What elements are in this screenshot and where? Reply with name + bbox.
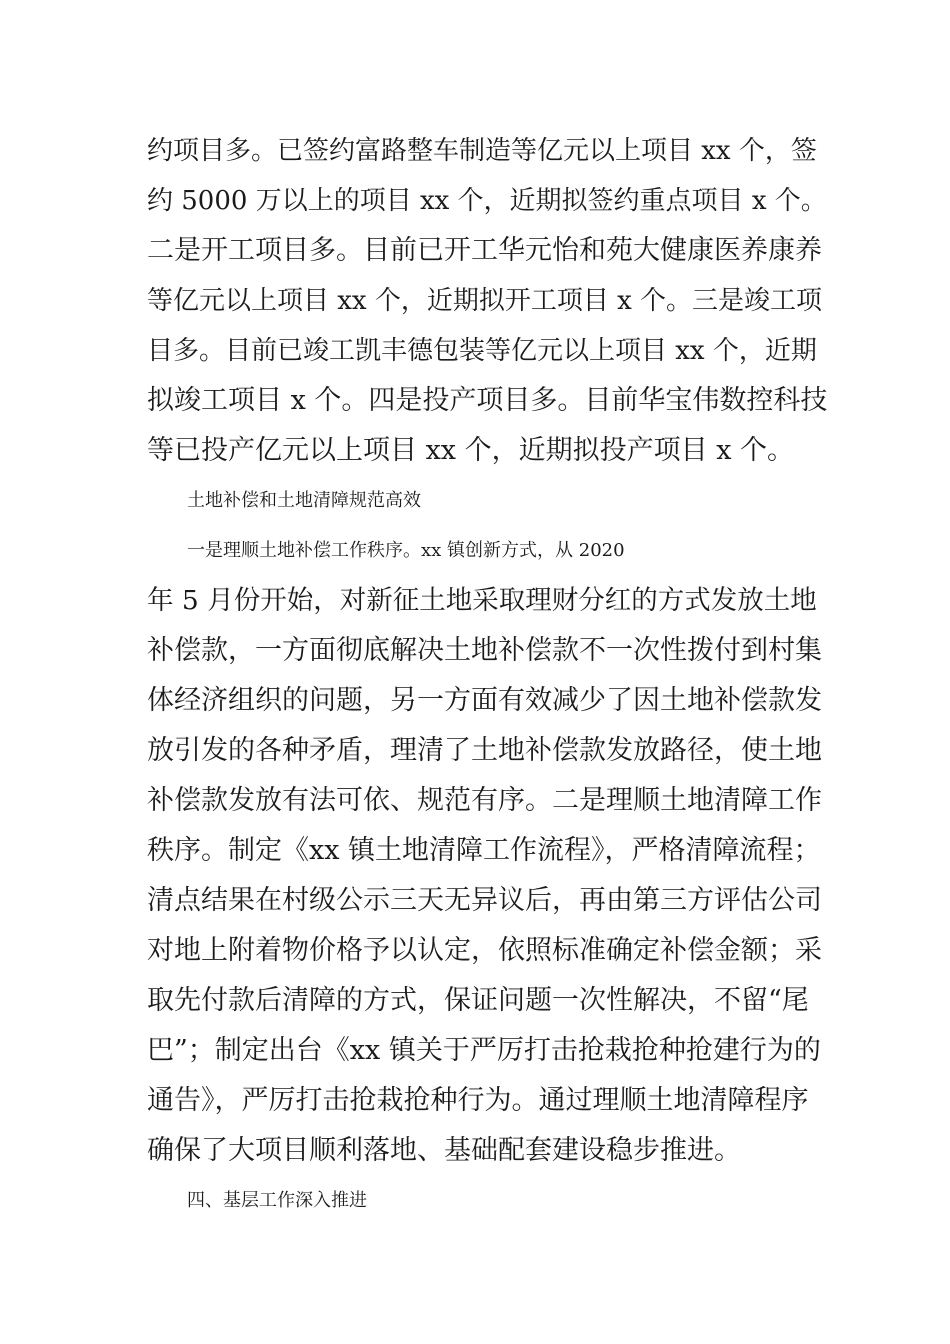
paragraph-line: 一是理顺土地补偿工作秩序。xx 镇创新方式，从 2020 bbox=[187, 540, 625, 561]
paragraph-line: 拟竣工项目 x 个。四是投产项目多。目前华宝伟数控科技 bbox=[147, 385, 828, 416]
section-heading: 四、基层工作深入推进 bbox=[187, 1190, 367, 1211]
paragraph-line: 巴”；制定出台《xx 镇关于严厉打击抢栽抢种抢建行为的 bbox=[147, 1035, 821, 1066]
paragraph-line: 对地上附着物价格予以认定，依照标准确定补偿金额；采 bbox=[147, 935, 822, 966]
paragraph-line: 约项目多。已签约富路整车制造等亿元以上项目 xx 个，签 bbox=[147, 136, 817, 166]
paragraph-line: 等已投产亿元以上项目 xx 个，近期拟投产项目 x 个。 bbox=[147, 435, 795, 466]
paragraph-line: 确保了大项目顺利落地、基础配套建设稳步推进。 bbox=[147, 1135, 741, 1166]
paragraph-line: 补偿款，一方面彻底解决土地补偿款不一次性拨付到村集 bbox=[147, 635, 822, 666]
section-heading: 土地补偿和土地清障规范高效 bbox=[187, 490, 421, 511]
paragraph-line: 年 5 月份开始，对新征土地采取理财分红的方式发放土地 bbox=[147, 585, 817, 616]
paragraph-line: 取先付款后清障的方式，保证问题一次性解决，不留“尾 bbox=[147, 985, 809, 1016]
paragraph-line: 通告》，严厉打击抢栽抢种行为。通过理顺土地清障程序 bbox=[147, 1085, 809, 1116]
paragraph-line: 二是开工项目多。目前已开工华元怡和苑大健康医养康养 bbox=[147, 235, 822, 266]
paragraph-line: 放引发的各种矛盾，理清了土地补偿款发放路径，使土地 bbox=[147, 735, 822, 766]
paragraph-line: 清点结果在村级公示三天无异议后，再由第三方评估公司 bbox=[147, 885, 822, 916]
paragraph-line: 目多。目前已竣工凯丰德包装等亿元以上项目 xx 个，近期 bbox=[147, 336, 817, 366]
paragraph-line: 约 5000 万以上的项目 xx 个，近期拟签约重点项目 x 个。 bbox=[147, 186, 827, 216]
paragraph-line: 秩序。制定《xx 镇土地清障工作流程》，严格清障流程； bbox=[147, 835, 821, 866]
paragraph-line: 补偿款发放有法可依、规范有序。二是理顺土地清障工作 bbox=[147, 785, 822, 816]
paragraph-line: 等亿元以上项目 xx 个，近期拟开工项目 x 个。三是竣工项 bbox=[147, 286, 823, 316]
paragraph-line: 体经济组织的问题，另一方面有效减少了因土地补偿款发 bbox=[147, 685, 822, 716]
